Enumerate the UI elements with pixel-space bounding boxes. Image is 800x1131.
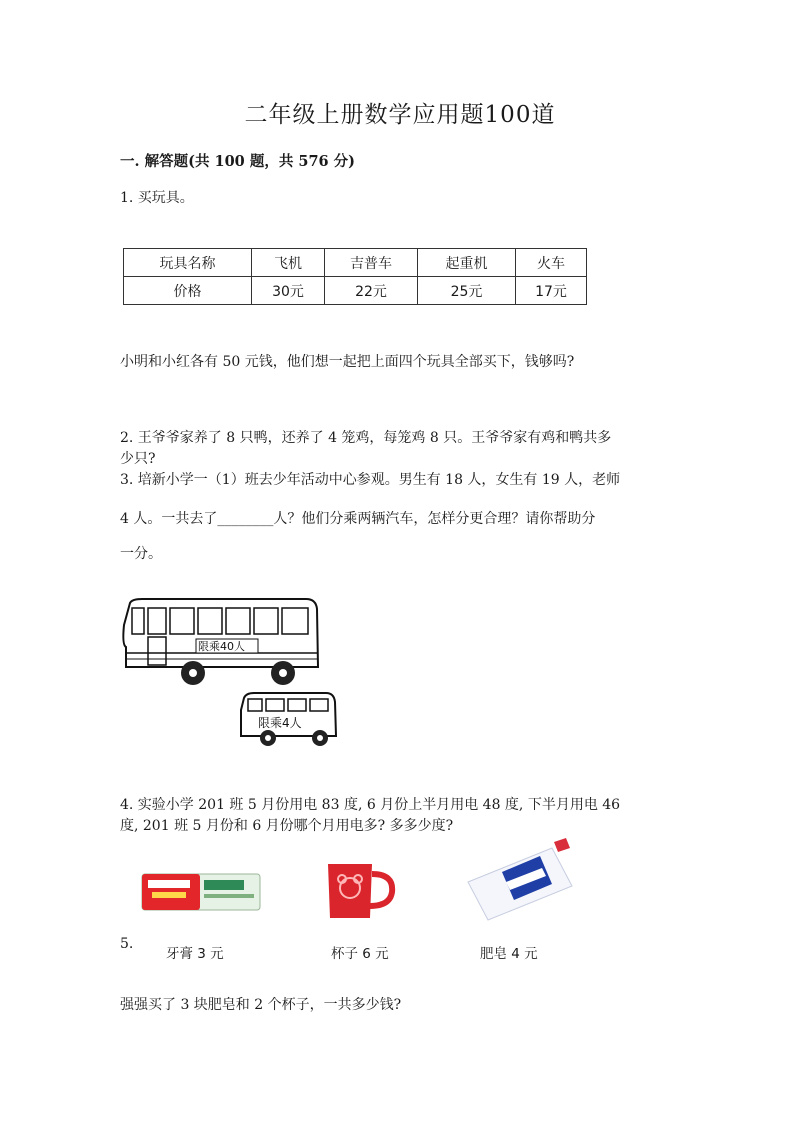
toothpaste-icon — [140, 868, 262, 916]
table-cell: 25元 — [418, 277, 516, 305]
soap-price-label: 肥皂 4 元 — [480, 946, 538, 962]
toothpaste-price-label: 牙膏 3 元 — [166, 946, 224, 962]
table-cell: 30元 — [252, 277, 325, 305]
small-bus-label: 限乘4人 — [258, 716, 302, 730]
table-cell: 起重机 — [418, 249, 516, 277]
big-bus-icon — [118, 595, 328, 690]
small-bus-icon — [238, 690, 340, 750]
q5-number: 5. — [120, 936, 134, 952]
q1-question: 小明和小红各有 50 元钱，他们想一起把上面四个玩具全部买下，钱够吗? — [120, 354, 575, 370]
cup-icon — [320, 860, 400, 922]
table-cell: 价格 — [124, 277, 252, 305]
table-cell: 吉普车 — [325, 249, 418, 277]
toy-price-table — [123, 248, 587, 305]
q4-line2: 度, 201 班 5 月份和 6 月份哪个月用电多? 多多少度? — [120, 818, 454, 834]
table-cell: 17元 — [516, 277, 587, 305]
cup-price-label: 杯子 6 元 — [331, 946, 389, 962]
soap-icon — [462, 832, 582, 924]
table-row — [124, 249, 587, 277]
table-cell: 玩具名称 — [124, 249, 252, 277]
big-bus-label: 限乘40人 — [198, 640, 245, 653]
q2-line1: 2. 王爷爷家养了 8 只鸭，还养了 4 笼鸡，每笼鸡 8 只。王爷爷家有鸡和鸭共多 — [120, 430, 612, 446]
section-header: 一. 解答题(共 100 题，共 576 分) — [120, 153, 356, 170]
q5-question: 强强买了 3 块肥皂和 2 个杯子，一共多少钱? — [120, 997, 402, 1013]
table-cell: 飞机 — [252, 249, 325, 277]
q2-line2: 少只? — [120, 451, 156, 467]
q3-line2: 4 人。一共去了________人？他们分乘两辆汽车，怎样分更合理？请你帮助分 — [120, 511, 596, 527]
table-cell: 22元 — [325, 277, 418, 305]
table-row — [124, 277, 587, 305]
q1-title: 1. 买玩具。 — [120, 190, 194, 206]
table-cell: 火车 — [516, 249, 587, 277]
q3-line3: 一分。 — [120, 546, 162, 562]
q4-line1: 4. 实验小学 201 班 5 月份用电 83 度, 6 月份上半月用电 48 度, 下半月用电 46 — [120, 797, 621, 813]
page-title: 二年级上册数学应用题100道 — [244, 102, 556, 128]
q3-line1: 3. 培新小学一（1）班去少年活动中心参观。男生有 18 人，女生有 19 人，老师 — [120, 472, 621, 488]
